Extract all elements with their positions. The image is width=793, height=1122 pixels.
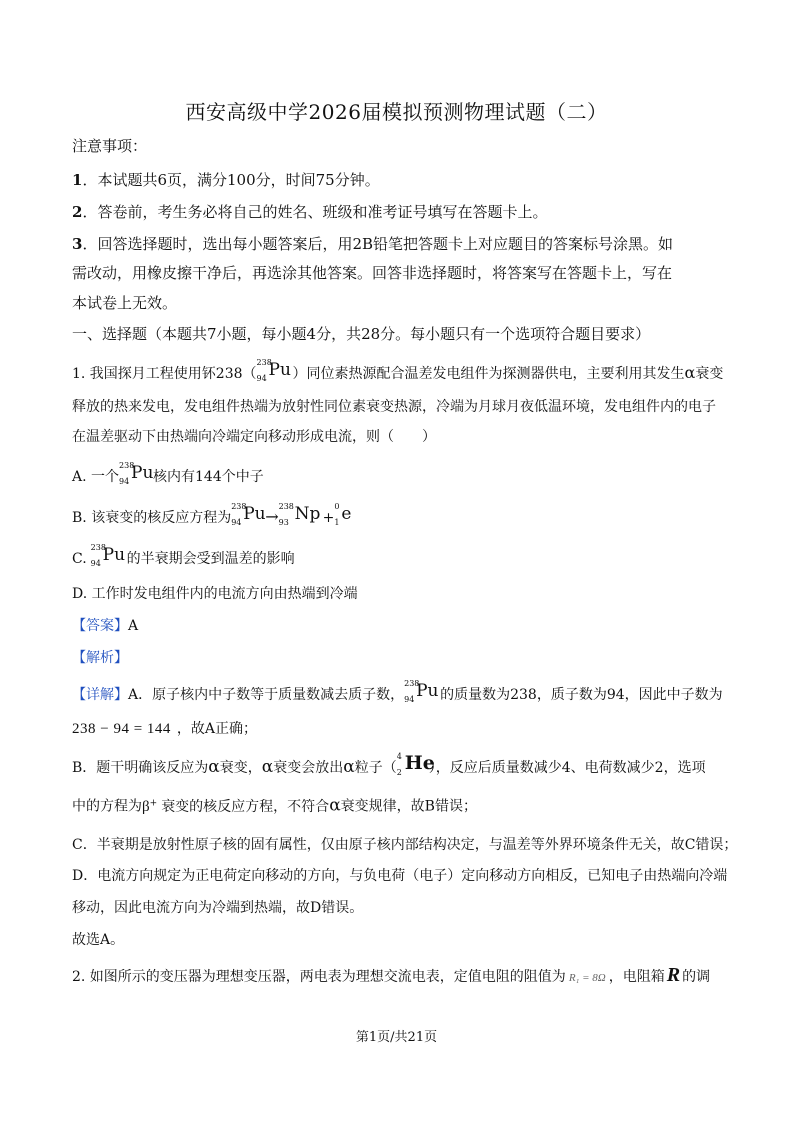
alpha-symbol: α: [208, 757, 220, 777]
q1-option-a: A. 一个 238 94 Pu 核内有144个中子: [72, 461, 264, 486]
notice-item-2: 2．答卷前，考生务必将自己的姓名、班级和准考证号填写在答题卡上。: [72, 203, 548, 221]
neutron-count-expression: 238 − 94 = 144: [72, 721, 171, 737]
np-nuclide: 238 93 Np: [278, 502, 321, 527]
q1-line-3: 在温差驱动下由热端向冷端定向移动形成电流，则（ ）: [72, 429, 436, 445]
detail-line-b1: B．题干明确该反应为α衰变，α衰变会放出α粒子（ 4 2 He ），反应后质量数减少4、电荷数减少2，选项: [72, 752, 706, 777]
notice-heading: 注意事项：: [72, 137, 148, 155]
q1-line-2: 释放的热来发电，发电组件热端为放射性同位素衰变热源，冷端为月球月夜低温环境，发电组件内的电子: [72, 399, 716, 415]
detail-line-a2: 238 − 94 = 144 ，故A正确；: [72, 721, 258, 737]
analysis-label: 【解析】: [72, 650, 128, 666]
notice-item-3-cont: 需改动，用橡皮擦干净后，再选涂其他答案。回答非选择题时，将答案写在答题卡上，写在: [72, 264, 673, 282]
r1-value: R₁ = 8Ω: [568, 972, 606, 984]
pu-nuclide: 238 94 Pu: [119, 461, 154, 486]
pu-nuclide: 238 94 Pu: [90, 543, 126, 568]
conclusion: 故选A。: [72, 932, 125, 948]
alpha-symbol: α: [261, 757, 274, 777]
q1-line-1: 1. 我国探月工程使用钚238（ 238 94 Pu ）同位素热源配合温差发电组件为探测器供电，主要利用其发生α衰变: [72, 358, 724, 383]
beta-plus-symbol: β+: [142, 798, 158, 815]
r2-symbol: R: [666, 964, 681, 986]
q1-option-d: D. 工作时发电组件内的电流方向由热端到冷端: [72, 586, 358, 602]
alpha-symbol: α: [343, 757, 355, 777]
page-title: 西安高级中学2026届模拟预测物理试题（二）: [185, 100, 608, 124]
q1-option-b: B. 该衰变的核反应方程为 238 94 Pu → 238 93 Np + 0 1 e: [72, 502, 352, 527]
detail-line-b2: 中的方程为β+ 衰变的核反应方程，不符合α衰变规律，故B错误；: [72, 795, 477, 816]
pu-nuclide: 238 94 Pu: [256, 358, 291, 383]
detail-line-c: C．半衰期是放射性原子核的固有属性，仅由原子核内部结构决定，与温差等外界环境条件无关，故C错误；: [72, 837, 738, 853]
helium-nuclide: 4 2 He: [396, 752, 435, 777]
detail-line-d1: D．电流方向规定为正电荷定向移动的方向，与负电荷（电子）定向移动方向相反，已知电子由热端向冷端: [72, 868, 728, 884]
notice-item-3: 3．回答选择题时，选出每小题答案后，用2B铅笔把答题卡上对应题目的答案标号涂黑。如: [72, 235, 674, 253]
arrow-symbol: →: [265, 507, 279, 526]
notice-item-3-end: 本试卷上无效。: [72, 294, 178, 312]
detail-line-a1: 【详解】A．原子核内中子数等于质量数减去质子数， 238 94 Pu 的质量数为238，质子数为94，因此中子数为: [72, 679, 723, 704]
q2-line-1: 2. 如图所示的变压器为理想变压器，两电表为理想交流电表，定值电阻的阻值为 R₁ = 8Ω ，电阻箱 R 的调: [72, 964, 711, 986]
positron-nuclide: 0 1 e: [334, 502, 352, 527]
notice-item-1: 1．本试题共6页，满分100分，时间75分钟。: [72, 171, 380, 189]
q1-option-c: C. 238 94 Pu 的半衰期会受到温差的影响: [72, 543, 295, 568]
answer-line: 【答案】A: [72, 618, 139, 634]
alpha-symbol: α: [684, 363, 696, 382]
pu-nuclide: 238 94 Pu: [231, 502, 266, 527]
page-footer: 第1页/共21页: [355, 1030, 438, 1045]
alpha-symbol: α: [329, 795, 341, 816]
detail-line-d2: 移动，因此电流方向为冷端到热端，故D错误。: [72, 900, 364, 916]
section-heading: 一、选择题（本题共7小题，每小题4分，共28分。每小题只有一个选项符合题目要求）: [72, 325, 651, 343]
pu-nuclide: 238 94 Pu: [404, 679, 439, 704]
